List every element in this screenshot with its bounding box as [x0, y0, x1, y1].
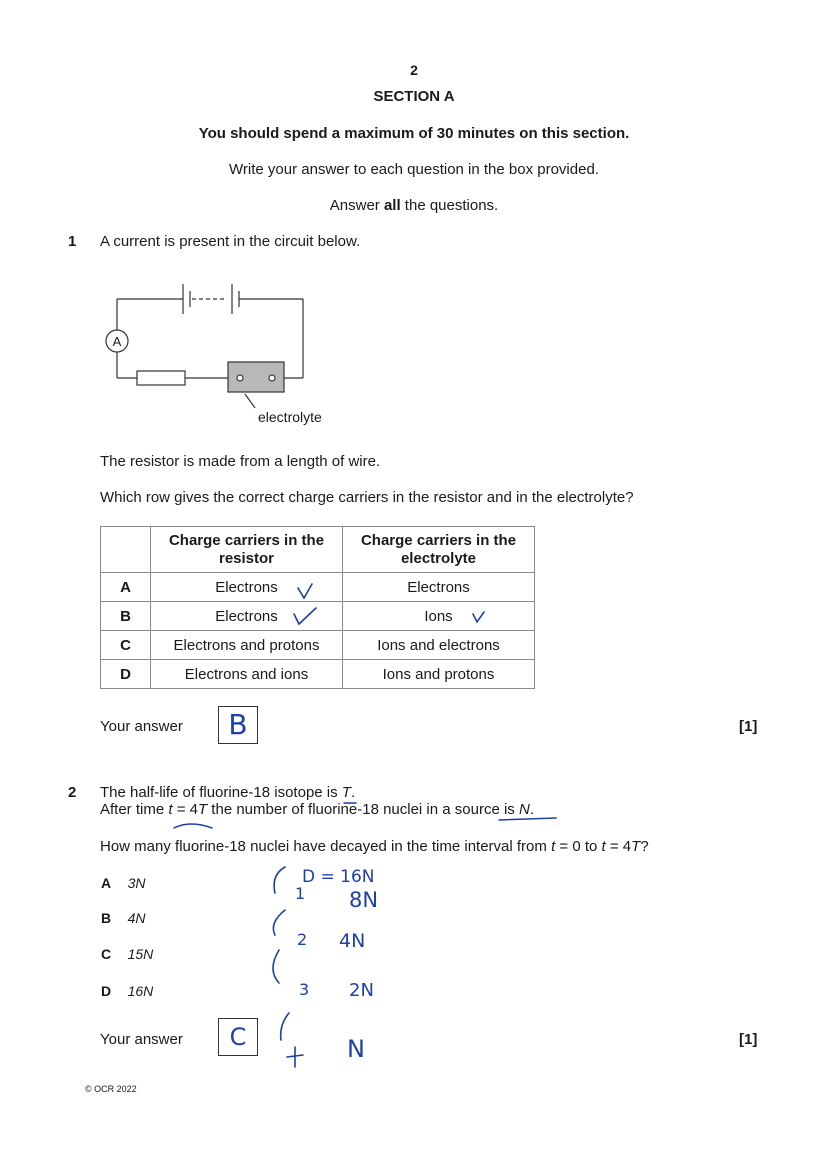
option-d [101, 983, 153, 1001]
row-letter: A [101, 573, 151, 602]
q2-marks: [1] [739, 1031, 758, 1048]
option-c [101, 946, 153, 964]
q1-text-question: Which row gives the correct charge carriers in the resistor and in the electrolyte? [100, 489, 634, 506]
row-letter: B [101, 602, 151, 631]
table-row [101, 660, 535, 689]
electrolyte-cell [228, 362, 284, 392]
q1-text-resistor: The resistor is made from a length of wire. [100, 453, 381, 470]
time-instruction: You should spend a maximum of 30 minutes on this section. [198, 125, 630, 142]
q1-marks: [1] [739, 718, 758, 735]
svg-text:3: 3 [299, 980, 310, 999]
working-line: N [347, 1035, 365, 1063]
write-instruction: Write your answer to each question in the box provided. [229, 161, 599, 178]
footer-copyright: © OCR 2022 [85, 1084, 137, 1094]
row-resistor: Electrons and ions [151, 660, 343, 689]
tick-icon [298, 584, 312, 598]
header-electrolyte: Charge carriers in the electrolyte [343, 527, 535, 573]
row-electrolyte: Ions and electrons [343, 631, 535, 660]
working-counters [295, 884, 309, 999]
working-line: 4N [339, 930, 366, 952]
option-a [101, 875, 145, 893]
q2-handwritten-answer: C [229, 1023, 247, 1051]
q2-answer-box[interactable] [218, 1018, 258, 1056]
option-letter: B [101, 910, 112, 926]
circuit-diagram [95, 270, 355, 430]
page-number: 2 [410, 62, 418, 78]
q2-line2: After time t = 4T the number of fluorine-18 nuclei in a source is N. [100, 801, 534, 818]
q2-line1: The half-life of fluorine-18 isotope is T. [100, 784, 356, 801]
q1-handwritten-answer: B [228, 708, 248, 741]
ammeter-label: A [112, 334, 122, 349]
row-letter: D [101, 660, 151, 689]
q1-stem: A current is present in the circuit below. [100, 233, 361, 250]
tick-icon [294, 608, 316, 624]
section-title: SECTION A [373, 88, 455, 105]
tick-icon [473, 612, 484, 622]
svg-text:2: 2 [297, 930, 308, 949]
option-letter: D [101, 983, 112, 999]
option-letter: C [101, 946, 112, 962]
option-value: 15N [127, 946, 154, 962]
q1-answer-box[interactable] [218, 706, 258, 744]
q2-question: How many fluorine-18 nuclei have decayed in the time interval from t = 0 to t = 4T? [100, 838, 649, 855]
q1-answer-label: Your answer [100, 718, 183, 735]
answer-all-instruction: Answer all the questions. [329, 197, 499, 214]
header-blank [101, 527, 151, 573]
handwritten-working [255, 855, 415, 1080]
handwritten-ticks [290, 580, 490, 630]
row-resistor: Electrons [151, 602, 343, 631]
option-b [101, 910, 145, 928]
header-resistor: Charge carriers in the resistor [151, 527, 343, 573]
row-electrolyte: Electrons [343, 573, 535, 602]
row-electrolyte: Ions [343, 602, 535, 631]
row-resistor: Electrons and protons [151, 631, 343, 660]
option-value: 4N [127, 910, 146, 926]
q1-number: 1 [68, 233, 77, 250]
working-line: 8N [349, 888, 379, 912]
handwritten-underlines [160, 795, 560, 835]
table-header-row [101, 527, 535, 573]
q2-answer-label: Your answer [100, 1031, 183, 1048]
row-resistor: Electrons [151, 573, 343, 602]
svg-text:1: 1 [295, 884, 306, 903]
working-line: 2N [349, 980, 374, 1001]
row-electrolyte: Ions and protons [343, 660, 535, 689]
q2-number: 2 [68, 784, 77, 801]
row-letter: C [101, 631, 151, 660]
working-line: D = 16N [302, 867, 375, 887]
table-row [101, 631, 535, 660]
option-letter: A [101, 875, 112, 891]
electrolyte-label: electrolyte [258, 409, 322, 425]
option-value: 16N [127, 983, 154, 999]
option-value: 3N [127, 875, 146, 891]
